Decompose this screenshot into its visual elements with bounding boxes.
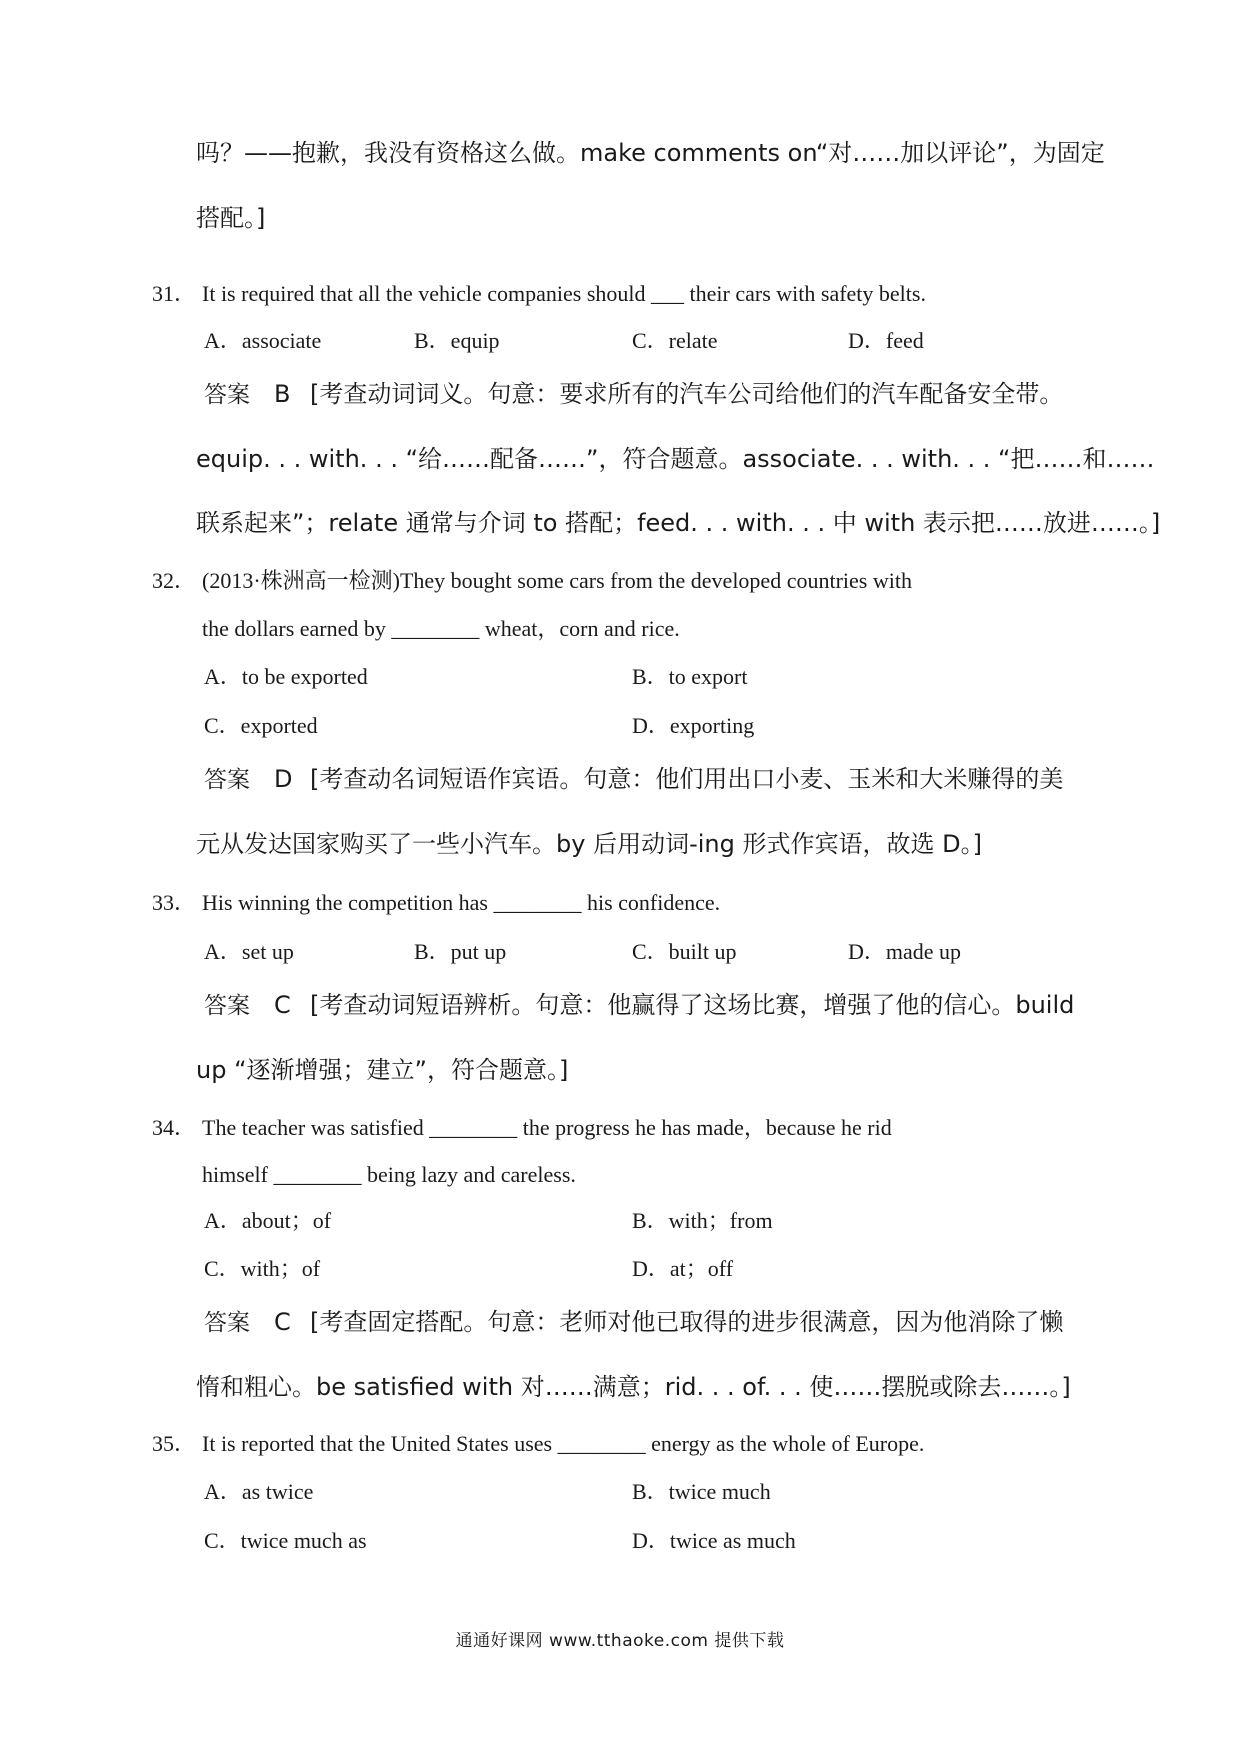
page-footer: 通通好课网 www.tthaoke.com 提供下载: [455, 1631, 785, 1651]
option-b: B．equip: [414, 328, 500, 353]
option-c: C．exported: [204, 713, 318, 738]
explanation-line: up “逐渐增强；建立”，符合题意。]: [196, 1056, 569, 1084]
question-stem-text: (2013·株洲高一检测)They bought some cars from the developed countries with: [202, 568, 912, 593]
question-stem-text: It is reported that the United States uses ________ energy as the whole of Europe.: [202, 1431, 925, 1456]
option-a: A．about；of: [204, 1208, 332, 1233]
question-stem-continued: the dollars earned by ________ wheat，corn and rice.: [202, 616, 680, 641]
answer-label: 答案: [204, 767, 250, 793]
question-33-stem: [152, 888, 720, 918]
answer-letter: B: [274, 380, 291, 408]
explanation-line: 元从发达国家购买了一些小汽车。by 后用动词-ing 形式作宾语，故选 D。]: [196, 830, 982, 858]
option-c: C．with；of: [204, 1256, 321, 1281]
answer-33: [204, 990, 1074, 1021]
option-b: B．with；from: [632, 1208, 773, 1233]
explanation-line: [考查固定搭配。句意：老师对他已取得的进步很满意，因为他消除了懒: [310, 1308, 1064, 1336]
question-stem-text: His winning the competition has ________ his confidence.: [202, 890, 721, 915]
option-d: D．twice as much: [632, 1528, 796, 1553]
option-b: B．put up: [414, 939, 507, 964]
answer-label: 答案: [204, 382, 250, 408]
question-stem-text: The teacher was satisfied ________ the progress he has made，because he rid: [202, 1115, 892, 1140]
explanation-line: [考查动词词义。句意：要求所有的汽车公司给他们的汽车配备安全带。: [310, 380, 1064, 408]
explanation-line: 联系起来”；relate 通常与介词 to 搭配；feed. . . with. . . 中 with 表示把……放进……。]: [196, 509, 1161, 537]
answer-letter: D: [274, 765, 293, 793]
question-34-stem: [152, 1113, 892, 1143]
option-d: D．at；off: [632, 1256, 734, 1281]
question-stem-text: It is required that all the vehicle companies should ___ their cars with safety belts.: [202, 281, 926, 306]
answer-letter: C: [274, 991, 291, 1019]
question-number: 34．: [152, 1115, 197, 1140]
answer-34: [204, 1307, 1063, 1338]
question-stem-continued: himself ________ being lazy and careless.: [202, 1162, 576, 1187]
explanation-line: [考查动名词短语作宾语。句意：他们用出口小麦、玉米和大米赚得的美: [310, 765, 1064, 793]
option-a: A．to be exported: [204, 664, 368, 689]
answer-label: 答案: [204, 1310, 250, 1336]
option-b: B．twice much: [632, 1479, 771, 1504]
option-d: D．feed: [848, 328, 924, 353]
question-31-stem: [152, 279, 926, 309]
option-a: A．as twice: [204, 1479, 314, 1504]
option-b: B．to export: [632, 664, 748, 689]
answer-label: 答案: [204, 993, 250, 1019]
question-number: 33．: [152, 890, 197, 915]
question-32-stem: [152, 566, 912, 596]
option-c: C．relate: [632, 328, 718, 353]
option-d: D．made up: [848, 939, 962, 964]
explanation-line: equip. . . with. . . “给……配备……”，符合题意。associate. . . with. . . “把……和……: [196, 445, 1155, 473]
question-35-stem: [152, 1429, 924, 1459]
option-a: A．set up: [204, 939, 294, 964]
question-number: 32．: [152, 568, 197, 593]
explanation-line: 惰和粗心。be satisfied with 对……满意；rid. . . of. . . 使……摆脱或除去……。]: [196, 1373, 1071, 1401]
question-number: 35．: [152, 1431, 197, 1456]
option-c: C．built up: [632, 939, 737, 964]
answer-32: [204, 764, 1063, 795]
question-number: 31．: [152, 281, 197, 306]
answer-31: [204, 379, 1063, 410]
option-d: D．exporting: [632, 713, 755, 738]
option-a: A．associate: [204, 328, 322, 353]
explanation-line: [考查动词短语辨析。句意：他赢得了这场比赛，增强了他的信心。build: [310, 991, 1075, 1019]
option-c: C．twice much as: [204, 1528, 367, 1553]
carryover-line-1: 吗？——抱歉，我没有资格这么做。make comments on“对……加以评论”，为固定: [196, 139, 1105, 167]
carryover-line-2: 搭配。]: [196, 204, 266, 232]
answer-letter: C: [274, 1308, 291, 1336]
